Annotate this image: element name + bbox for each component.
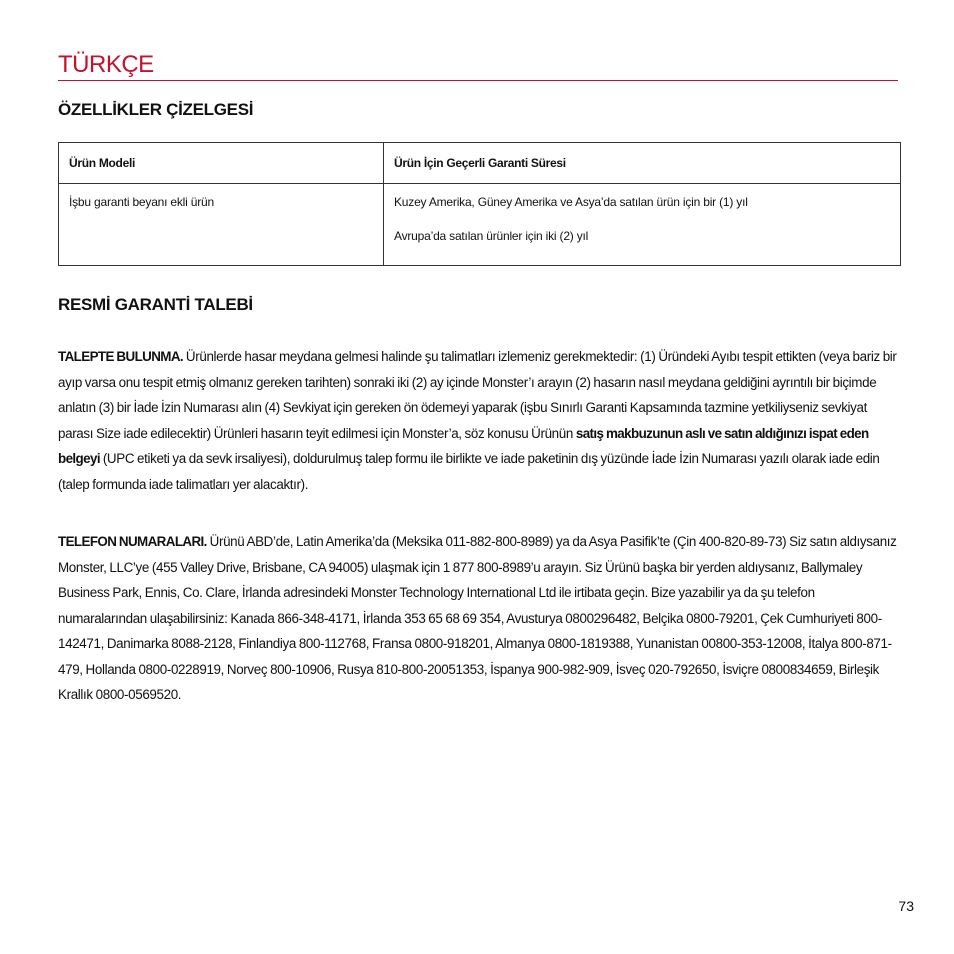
phone-numbers-text: Ürünü ABD’de, Latin Amerika’da (Meksika 011-882-800-8989) ya da Asya Pasifik’te (Çin 400-820-89-73) Siz satın aldıysanız Monster, LLC’ye (455 Valley Drive, Brisbane, CA 94005) ulaşmak için 1 877 800-8989’u arayın. Siz Ürünü başka bir yerden aldıysanız, Ballymaley Business Park, Ennis, Co. Clare, İrlanda adresindeki Monster Technology International Ltd ile irtibata geçin. Bize yazabilir ya da şu telefon numaralarından ulaşabilirsiniz: Kanada 866-348-4171, İrlanda 353 65 68 69 354, Avusturya 0800296482, Belçika 0800-79201, Çek Cumhuriyeti 800-142471, Danimarka 8088-2128, Finlandiya 800-112768, Fransa 0800-918201, Almanya 0800-1819388, Yunanistan 00800-353-12008, İtalya 800-871-479, Hollanda 0800-0228919, Norveç 800-10906, Rusya 810-800-20051353, İspanya 900-982-909, İsveç 020-792650, İsviçre 0800834659, Birleşik Krallık 0800-0569520. (58, 534, 897, 703)
warranty-period-cell (384, 184, 901, 266)
specifications-heading: ÖZELLİKLER ÇİZELGESİ (58, 100, 254, 119)
column-header-warranty-period: Ürün İçin Geçerli Garanti Süresi (384, 143, 901, 184)
claim-request-text-end: (UPC etiketi ya da sevk irsaliyesi), doldurulmuş talep formu ile birlikte ve iade paketinin dış yüzünde İade İzin Numarası yazılı olarak iade edin (talep formunda iade talimatları yer alacaktır). (58, 451, 880, 492)
model-cell (59, 184, 384, 266)
page-number: 73 (898, 898, 914, 914)
table-header-row (59, 143, 901, 184)
claim-request-label: TALEPTE BULUNMA. (58, 349, 184, 365)
column-header-model: Ürün Modeli (59, 143, 384, 184)
warranty-claim-heading: RESMİ GARANTİ TALEBİ (58, 295, 253, 314)
language-title: TÜRKÇE (58, 51, 154, 78)
claim-request-text: Ürünlerde hasar meydana gelmesi halinde şu talimatları izlemeniz gerekmektedir: (1) Üründeki Ayıbı tespit ettikten (veya bariz bir ayıp varsa onu tespit etmiş olmanız gereken tarihten) sonraki iki (2) ay içinde Monster’ı arayın (2) hasarın nasıl meydana geldiğini ayrıntılı bir biçimde anlatın (3) bir İade İzin Numarası alın (4) Sevkiyat için gereken ön ödemeyi yaparak (işbu Sınırlı Garanti Kapsamında tazmine yetkiliyseniz sevkiyat parası Size iade edilecektir) Ürünleri hasarın teyit edilmesi için Monster’a, söz konusu Ürünün (58, 349, 897, 441)
warranty-period-americas-asia: Kuzey Amerika, Güney Amerika ve Asya’da satılan ürün için bir (1) yıl (394, 195, 748, 209)
phone-numbers-label: TELEFON NUMARALARI. (58, 534, 207, 550)
phone-numbers-paragraph (58, 529, 902, 708)
table-row (59, 184, 901, 266)
title-divider (58, 80, 898, 81)
claim-request-paragraph (58, 344, 902, 497)
warranty-period-europe: Avrupa’da satılan ürünler için iki (2) yıl (394, 229, 589, 243)
model-text: İşbu garanti beyanı ekli ürün (69, 195, 214, 209)
claim-request-emphasis: satış makbuzunun aslı ve satın aldığınızı ispat eden belgeyi (58, 425, 869, 467)
specifications-table (58, 142, 901, 266)
